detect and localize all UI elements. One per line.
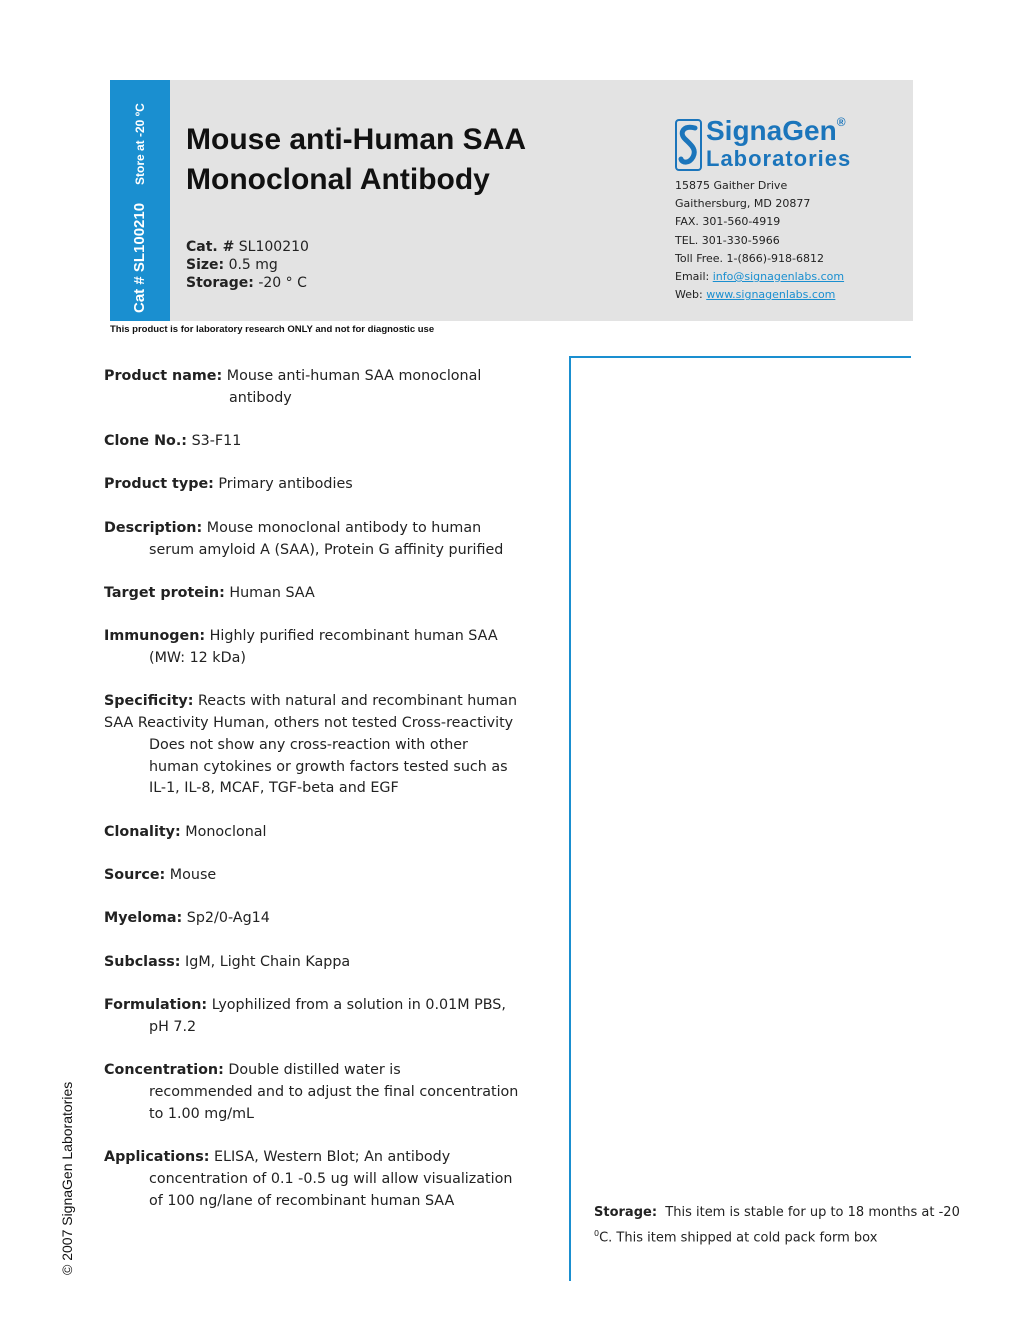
applications-label: Applications: [104,1149,210,1166]
myeloma-value: Sp2/0-Ag14 [186,910,270,927]
applications-line2: concentration of 0.1 -0.5 ug will allow visualization [149,1170,513,1187]
specificity-label: Specificity: [104,693,194,710]
product-name-label: Product name: [104,368,223,384]
target-value: Human SAA [229,584,315,601]
logo-text-top: SignaGen [706,115,837,146]
storage-label: Storage: [186,275,254,291]
field-target [104,583,554,605]
title-line1: Mouse anti-Human SAA [186,123,527,156]
field-specificity [104,691,554,800]
specificity-line3: Does not show any cross-reaction with other [149,736,468,753]
product-name-line2: antibody [229,389,292,406]
sidebar-store-text: Store at -20 ºC [133,103,147,185]
clone-value: S3-F11 [191,433,242,450]
logo-text-bottom: Laboratories [706,146,852,171]
cat-label: Cat. # [186,239,235,255]
logo-registered: ® [836,115,846,129]
concentration-line2: recommended and to adjust the final concentration [149,1084,519,1101]
immunogen-label: Immunogen: [104,628,206,645]
field-product-name [104,366,554,409]
web-label: Web: [675,288,703,302]
product-type-label: Product type: [104,476,214,493]
immunogen-line1: Highly purified recombinant human SAA [209,628,498,645]
email-link[interactable]: info@signagenlabs.com [712,270,845,284]
copyright: © 2007 SignaGen Laboratories [59,1081,75,1275]
field-subclass [104,952,554,974]
specificity-line2: SAA Reactivity Human, others not tested Cross-reactivity [104,715,514,732]
tollfree: Toll Free. 1-(866)-918-6812 [675,251,824,265]
cat-value: SL100210 [238,239,309,255]
field-clonality [104,822,554,844]
storage-note-line2: C. This item shipped at cold pack form box [599,1230,878,1246]
signagen-logo [675,115,875,175]
storage-note-label: Storage: [594,1205,658,1220]
target-label: Target protein: [104,584,225,601]
applications-line3: of 100 ng/lane of recombinant human SAA [149,1192,455,1209]
right-column-border-horizontal [569,356,911,358]
address-line1: 15875 Gaither Drive [675,179,788,192]
field-applications [104,1147,554,1212]
clonality-value: Monoclonal [185,823,267,840]
storage-value: -20 ° C [258,275,307,291]
storage-note [594,1202,994,1248]
formulation-label: Formulation: [104,997,208,1014]
myeloma-label: Myeloma: [104,910,183,927]
storage-note-sup: 0 [594,1229,600,1238]
specificity-line4: human cytokines or growth factors tested such as [149,758,508,775]
field-concentration [104,1060,554,1125]
product-type-value: Primary antibodies [218,476,353,493]
subclass-value: IgM, Light Chain Kappa [185,953,351,970]
fax: FAX. 301-560-4919 [675,215,781,229]
formulation-line1: Lyophilized from a solution in 0.01M PBS, [211,997,506,1014]
contact-block [675,177,844,304]
concentration-line3: to 1.00 mg/mL [149,1105,254,1122]
immunogen-line2: (MW: 12 kDa) [149,650,246,667]
specificity-line5: IL-1, IL-8, MCAF, TGF-beta and EGF [149,780,399,797]
size-value: 0.5 mg [228,257,278,273]
description-line2: serum amyloid A (SAA), Protein G affinity purified [149,541,504,558]
product-details [104,366,554,1234]
tel: TEL. 301-330-5966 [675,233,780,247]
right-column-border-vertical [569,356,571,1281]
formulation-line2: pH 7.2 [149,1018,197,1035]
field-product-type [104,474,554,496]
title-line2: Monoclonal Antibody [186,163,490,196]
sidebar-cat-text: Cat # SL100210 [131,202,148,313]
concentration-line1: Double distilled water is [228,1062,401,1079]
product-specs [186,238,309,292]
page-title [186,120,526,200]
web-link[interactable]: www.signagenlabs.com [706,288,836,302]
clone-label: Clone No.: [104,433,188,450]
storage-note-line1: This item is stable for up to 18 months at -20 [665,1205,960,1220]
email-label: Email: [675,270,710,284]
source-value: Mouse [169,867,217,884]
address-line2: Gaithersburg, MD 20877 [675,197,811,211]
field-formulation [104,995,554,1038]
applications-line1: ELISA, Western Blot; An antibody [213,1149,451,1166]
product-name-line1: Mouse anti-human SAA monoclonal [226,368,482,384]
concentration-label: Concentration: [104,1062,224,1079]
field-myeloma [104,908,554,930]
field-clone [104,431,554,453]
description-label: Description: [104,519,203,536]
size-label: Size: [186,257,225,273]
field-source [104,865,554,887]
description-line1: Mouse monoclonal antibody to human [206,519,482,536]
signagen-logo-icon [675,119,702,171]
source-label: Source: [104,867,166,884]
subclass-label: Subclass: [104,953,181,970]
disclaimer: This product is for laboratory research ONLY and not for diagnostic use [110,324,435,335]
specificity-line1: Reacts with natural and recombinant human [198,693,518,710]
field-immunogen [104,626,554,669]
field-description [104,518,554,561]
clonality-label: Clonality: [104,823,181,840]
